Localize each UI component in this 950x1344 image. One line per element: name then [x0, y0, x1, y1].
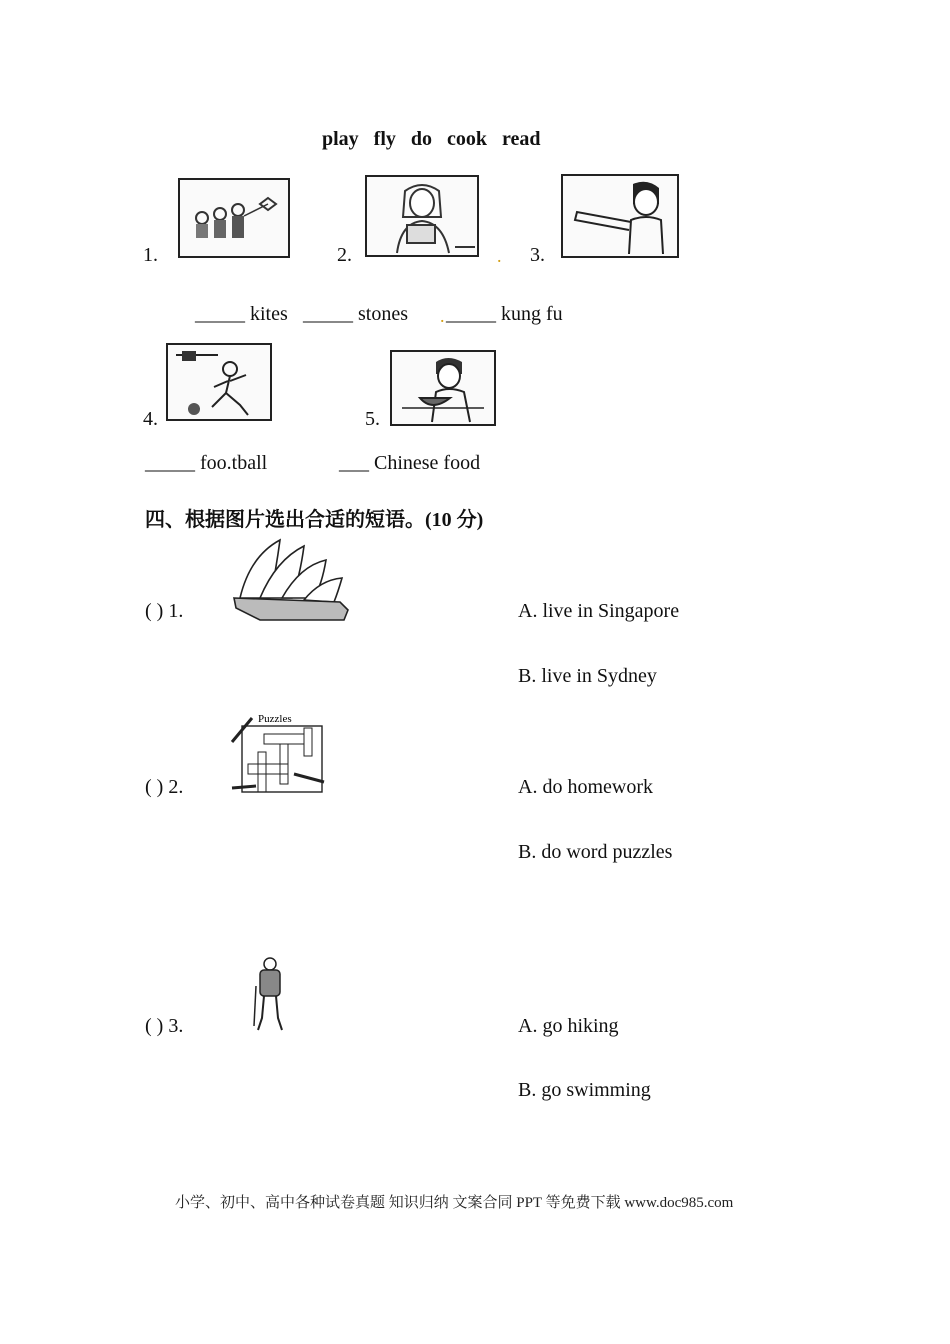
blank-kites: _____ kites: [195, 303, 288, 325]
question-1-bracket: ( ) 1.: [145, 600, 184, 622]
word-puzzles-picture: [228, 712, 326, 794]
hiker-picture: [250, 956, 290, 1034]
blank-chinese-food: ___ Chinese food: [339, 452, 481, 474]
question-2-option-b: B. do word puzzles: [518, 841, 673, 863]
football-picture: [166, 343, 272, 421]
question-2-option-a: A. do homework: [518, 776, 653, 798]
section-4-heading: 四、根据图片选出合适的短语。(10 分): [145, 509, 484, 531]
cooking-picture: [390, 350, 496, 426]
question-1-option-a: A. live in Singapore: [518, 600, 680, 622]
opera-house-picture: [230, 536, 350, 622]
blank-stones: _____ stones: [303, 303, 408, 325]
blank-kung-fu: _____ kung fu: [446, 303, 563, 325]
kung-fu-girl-picture: [561, 174, 679, 258]
footer-text: 小学、初中、高中各种试卷真题 知识归纳 文案合同 PPT 等免费下载 www.doc985.com: [175, 1195, 734, 1211]
puzzles-picture-label: Puzzles: [258, 713, 292, 725]
blank-football: _____ foo.tball: [145, 452, 268, 474]
word-bank: play fly do cook read: [322, 128, 541, 150]
item-3-number: 3.: [530, 244, 545, 266]
question-1-option-b: B. live in Sydney: [518, 665, 657, 687]
item-1-number: 1.: [143, 244, 158, 266]
item-2-number: 2.: [337, 244, 352, 266]
question-3-option-b: B. go swimming: [518, 1079, 651, 1101]
item-4-number: 4.: [143, 408, 158, 430]
item-5-number: 5.: [365, 408, 380, 430]
stray-mark: .: [497, 246, 502, 266]
question-2-bracket: ( ) 2.: [145, 776, 184, 798]
kites-picture: [178, 178, 290, 258]
question-3-option-a: A. go hiking: [518, 1015, 619, 1037]
reading-girl-picture: [365, 175, 479, 257]
question-3-bracket: ( ) 3.: [145, 1015, 184, 1037]
stray-mark: .: [440, 306, 445, 326]
